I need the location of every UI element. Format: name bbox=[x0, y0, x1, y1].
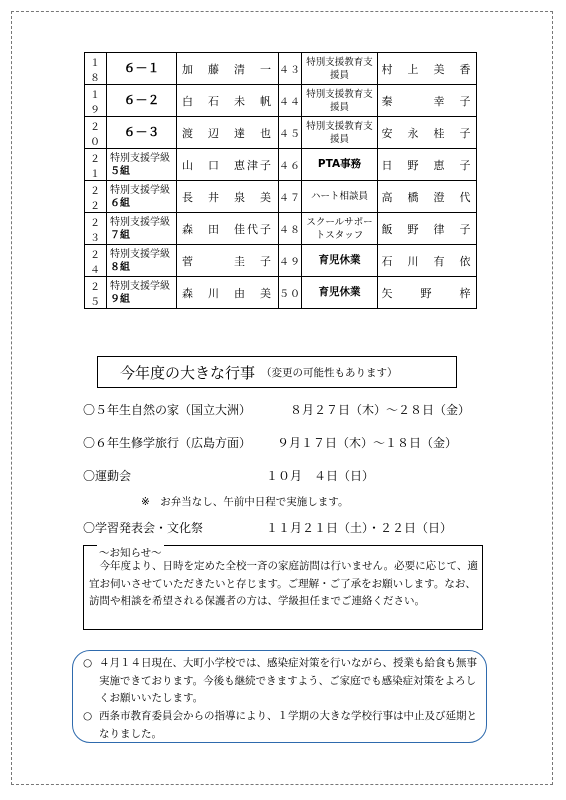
events-heading-box bbox=[97, 356, 457, 388]
teacher-name: 森 川 由 美 bbox=[177, 277, 279, 309]
class-cell bbox=[107, 53, 177, 85]
staff-name: 秦 幸 子 bbox=[378, 85, 477, 117]
row-number: ２３ bbox=[85, 213, 107, 245]
event-label: 〇運動会 bbox=[83, 469, 132, 483]
teacher-name: 森 田 佳代子 bbox=[177, 213, 279, 245]
staff-row bbox=[85, 213, 477, 245]
role-cell: 育児休業 bbox=[302, 245, 378, 277]
covid-item bbox=[83, 655, 478, 708]
covid-item bbox=[83, 708, 478, 743]
role-cell: ハート相談員 bbox=[302, 181, 378, 213]
row-number: ２２ bbox=[85, 181, 107, 213]
class-sub-label: ６組 bbox=[110, 197, 130, 209]
class-label: 特別支援学級 bbox=[110, 248, 170, 260]
circle-bullet: ○ bbox=[83, 657, 93, 669]
event-date: １１月２１日（土）・２２日（日） bbox=[266, 521, 453, 535]
staff-name: 高 橋 澄 代 bbox=[378, 181, 477, 213]
row-number: ４６ bbox=[279, 149, 302, 181]
teacher-name: 菅 圭 子 bbox=[177, 245, 279, 277]
row-number: ４８ bbox=[279, 213, 302, 245]
covid-item-text: 西条市教育委員会からの指導により、１学期の大きな学校行事は中止及び延期となりました。 bbox=[99, 710, 477, 740]
teacher-name: 加 藤 清 一 bbox=[177, 53, 279, 85]
class-label: ６－１ bbox=[123, 61, 160, 75]
row-number: ２５ bbox=[85, 277, 107, 309]
staff-row bbox=[85, 277, 477, 309]
staff-row bbox=[85, 181, 477, 213]
class-label: ６－３ bbox=[123, 125, 160, 139]
class-label: 特別支援学級 bbox=[110, 216, 170, 228]
class-cell bbox=[107, 85, 177, 117]
class-label: 特別支援学級 bbox=[110, 152, 170, 164]
event-item bbox=[83, 467, 375, 484]
class-label: 特別支援学級 bbox=[110, 280, 170, 292]
class-sub-label: ７組 bbox=[110, 229, 130, 241]
notice-body: 今年度より、日時を定めた全校一斉の家庭訪問は行いません。必要に応じて、適宜お伺いさせていただきたいと存じます。ご理解・ご了承をお願いします。なお、訪問や相談を希望される保護者の方は、学級担任までご連絡ください。 bbox=[89, 560, 478, 607]
staff-name: 村 上 美 香 bbox=[378, 53, 477, 85]
teacher-name: 山 口 恵津子 bbox=[177, 149, 279, 181]
role-cell: 育児休業 bbox=[302, 277, 378, 309]
staff-row bbox=[85, 149, 477, 181]
staff-name: 日 野 恵 子 bbox=[378, 149, 477, 181]
row-number: ２０ bbox=[85, 117, 107, 149]
row-number: ５０ bbox=[279, 277, 302, 309]
role-cell: 特別支援教育支援員 bbox=[302, 85, 378, 117]
event-date: ９月１７日（木）～１８日（金） bbox=[277, 436, 458, 450]
staff-row bbox=[85, 85, 477, 117]
class-label: ６－２ bbox=[123, 93, 160, 107]
teacher-name: 長 井 泉 美 bbox=[177, 181, 279, 213]
teacher-name: 渡 辺 達 也 bbox=[177, 117, 279, 149]
class-sub-label: ５組 bbox=[110, 165, 130, 177]
row-number: ４４ bbox=[279, 85, 302, 117]
row-number: ２１ bbox=[85, 149, 107, 181]
notice-box bbox=[83, 545, 483, 630]
row-number: １８ bbox=[85, 53, 107, 85]
role-cell: PTA事務 bbox=[302, 149, 378, 181]
event-label: 〇５年生自然の家（国立大洲） bbox=[83, 403, 252, 417]
staff-name: 石 川 有 依 bbox=[378, 245, 477, 277]
staff-row bbox=[85, 117, 477, 149]
event-label: 〇６年生修学旅行（広島方面） bbox=[83, 436, 252, 450]
circle-bullet: ○ bbox=[83, 710, 93, 722]
teacher-name: 白 石 未 帆 bbox=[177, 85, 279, 117]
row-number: ４９ bbox=[279, 245, 302, 277]
staff-name: 飯 野 律 子 bbox=[378, 213, 477, 245]
covid-notice-box bbox=[72, 650, 487, 743]
staff-row bbox=[85, 53, 477, 85]
class-cell bbox=[107, 149, 177, 181]
row-number: ４３ bbox=[279, 53, 302, 85]
row-number: ４７ bbox=[279, 181, 302, 213]
sports-day-note: ※ お弁当なし、午前中日程で実施します。 bbox=[141, 496, 349, 508]
class-label: 特別支援学級 bbox=[110, 184, 170, 196]
events-note: （変更の可能性もあります） bbox=[261, 366, 398, 379]
event-date: １０月 ４日（日） bbox=[266, 469, 375, 483]
row-number: ４５ bbox=[279, 117, 302, 149]
class-cell bbox=[107, 117, 177, 149]
row-number: ２４ bbox=[85, 245, 107, 277]
event-item bbox=[83, 519, 453, 536]
covid-item-text: ４月１４日現在、大町小学校では、感染症対策を行いながら、授業も給食も無事実施できております。今後も継続できますよう、ご家庭でも感染症対策をよろしくお願いいたします。 bbox=[99, 657, 477, 704]
staff-name: 矢 野 梓 bbox=[378, 277, 477, 309]
class-cell bbox=[107, 277, 177, 309]
events-title: 今年度の大きな行事 bbox=[120, 363, 256, 382]
class-cell bbox=[107, 213, 177, 245]
notice-title: ～お知らせ～ bbox=[99, 547, 162, 559]
class-sub-label: ８組 bbox=[110, 261, 130, 273]
event-item bbox=[83, 401, 471, 418]
class-cell bbox=[107, 181, 177, 213]
row-number: １９ bbox=[85, 85, 107, 117]
event-date: ８月２７日（木）～２８日（金） bbox=[290, 403, 471, 417]
staff-row bbox=[85, 245, 477, 277]
event-item bbox=[83, 434, 458, 451]
role-cell: 特別支援教育支援員 bbox=[302, 53, 378, 85]
staff-table bbox=[84, 52, 477, 309]
role-cell: 特別支援教育支援員 bbox=[302, 117, 378, 149]
staff-name: 安 永 桂 子 bbox=[378, 117, 477, 149]
class-sub-label: ９組 bbox=[110, 293, 130, 305]
role-cell: スクールサポートスタッフ bbox=[302, 213, 378, 245]
event-label: 〇学習発表会・文化祭 bbox=[83, 521, 204, 535]
class-cell bbox=[107, 245, 177, 277]
